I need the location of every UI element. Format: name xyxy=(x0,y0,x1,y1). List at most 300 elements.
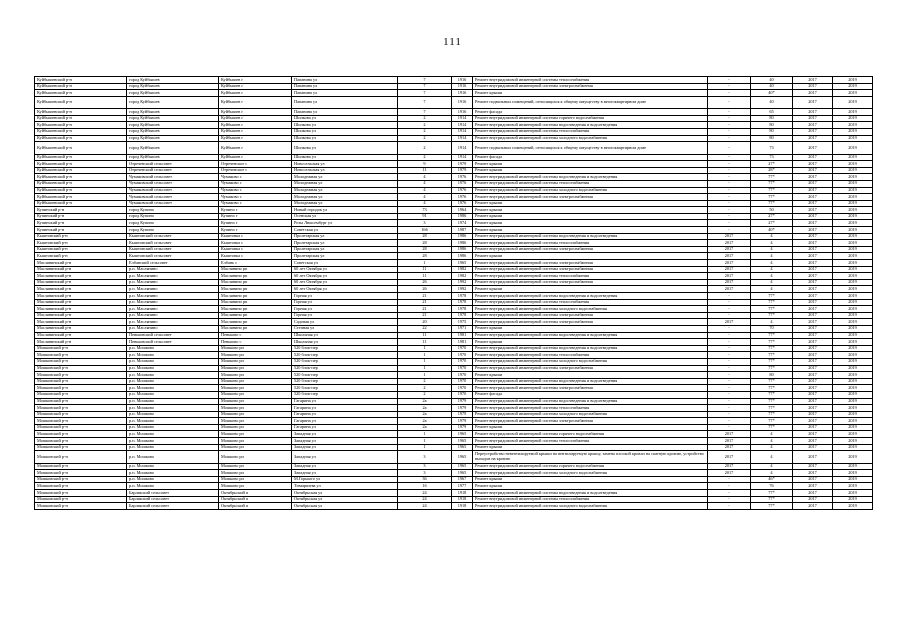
control-year-cell: - xyxy=(708,424,751,431)
table-row xyxy=(35,233,873,240)
end-year-cell: 2019 xyxy=(833,372,873,379)
district-cell: Куйбышевский р-н xyxy=(35,96,127,108)
build-year-cell: 1916 xyxy=(452,96,473,108)
build-year-cell: 1986 xyxy=(452,246,473,253)
municipality-cell: город Куйбышев xyxy=(127,135,219,142)
start-year-cell: 2017 xyxy=(793,405,833,412)
end-year-cell: 2019 xyxy=(833,431,873,438)
street-cell: 60 лет Октября ул xyxy=(292,273,398,280)
work-type-cell: Ремонт внутридомовой инженерной системы водоотведения и водоотведения xyxy=(473,122,708,129)
table-row xyxy=(35,174,873,181)
street-cell: Папанина ул xyxy=(292,90,398,97)
district-cell: Мошковский р-н xyxy=(35,444,127,451)
build-year-cell: 1987 xyxy=(452,227,473,234)
settlement-cell: Мошково рп xyxy=(219,385,292,392)
table-row xyxy=(35,128,873,135)
house-number-cell: 73 xyxy=(398,207,452,214)
build-year-cell: 1979 xyxy=(452,418,473,425)
municipality-cell: Кыштовский сельсовет xyxy=(127,246,219,253)
end-year-cell: 2019 xyxy=(833,142,873,154)
term-cell: 77* xyxy=(751,200,793,207)
settlement-cell: Маслянино рп xyxy=(219,293,292,300)
settlement-cell: Мошково рп xyxy=(219,358,292,365)
district-cell: Маслянинский р-н xyxy=(35,286,127,293)
control-year-cell: 2017 xyxy=(708,233,751,240)
control-year-cell: 2017 xyxy=(708,451,751,463)
start-year-cell: 2017 xyxy=(793,299,833,306)
settlement-cell: Маслянино рп xyxy=(219,299,292,306)
municipality-cell: р.п. Мошково xyxy=(127,352,219,359)
district-cell: Кыштовский р-н xyxy=(35,240,127,247)
settlement-cell: Куйбышев г xyxy=(219,90,292,97)
start-year-cell: 2017 xyxy=(793,378,833,385)
municipality-cell: р.п. Мошково xyxy=(127,431,219,438)
table-row xyxy=(35,325,873,332)
control-year-cell: 2017 xyxy=(708,463,751,470)
municipality-cell: Кыштовский сельсовет xyxy=(127,253,219,260)
house-number-cell: 1 xyxy=(398,431,452,438)
table-row xyxy=(35,286,873,293)
term-cell: 77* xyxy=(751,339,793,346)
house-number-cell: 24 xyxy=(398,503,452,510)
build-year-cell: 1970 xyxy=(452,378,473,385)
settlement-cell: Куйбышев г xyxy=(219,96,292,108)
municipality-cell: р.п. Маслянино xyxy=(127,266,219,273)
district-cell: Маслянинский р-н xyxy=(35,266,127,273)
house-number-cell: 2 xyxy=(398,122,452,129)
house-number-cell: 2 xyxy=(398,391,452,398)
municipality-cell: р.п. Мошково xyxy=(127,365,219,372)
municipality-cell: Отреченский сельсовет xyxy=(127,161,219,168)
district-cell: Мошковский р-н xyxy=(35,405,127,412)
house-number-cell: 24 xyxy=(398,490,452,497)
district-cell: Мошковский р-н xyxy=(35,431,127,438)
table-row xyxy=(35,378,873,385)
build-year-cell: 1914 xyxy=(452,135,473,142)
work-type-cell: Ремонт внутридомовой инженерной системы холодного водоснабжения xyxy=(473,306,708,313)
house-number-cell: 2а xyxy=(398,424,452,431)
control-year-cell: - xyxy=(708,483,751,490)
start-year-cell: 2017 xyxy=(793,398,833,405)
build-year-cell: 1976 xyxy=(452,194,473,201)
house-number-cell: 2а xyxy=(398,398,452,405)
work-type-cell: Ремонт внутридомовой инженерной системы теплоснабжения xyxy=(473,180,708,187)
settlement-cell: Октябрьский п xyxy=(219,503,292,510)
end-year-cell: 2019 xyxy=(833,424,873,431)
table-row xyxy=(35,142,873,154)
district-cell: Куйбышевский р-н xyxy=(35,142,127,154)
control-year-cell: 2017 xyxy=(708,253,751,260)
street-cell: Гагарина ул xyxy=(292,411,398,418)
district-cell: Куйбышевский р-н xyxy=(35,122,127,129)
end-year-cell: 2019 xyxy=(833,319,873,326)
end-year-cell: 2019 xyxy=(833,122,873,129)
street-cell: Гагарина ул xyxy=(292,405,398,412)
district-cell: Куйбышевский р-н xyxy=(35,194,127,201)
end-year-cell: 2019 xyxy=(833,213,873,220)
build-year-cell: 1970 xyxy=(452,385,473,392)
build-year-cell: 1970 xyxy=(452,391,473,398)
table-row xyxy=(35,352,873,359)
municipality-cell: город Куйбышев xyxy=(127,122,219,129)
municipality-cell: р.п. Мошково xyxy=(127,398,219,405)
street-cell: 520 блок-пер xyxy=(292,345,398,352)
work-type-cell: Ремонт внутридомовой инженерной системы холодного водоснабжения xyxy=(473,503,708,510)
end-year-cell: 2019 xyxy=(833,240,873,247)
build-year-cell: 1967 xyxy=(452,476,473,483)
house-number-cell: 1 xyxy=(398,438,452,445)
municipality-cell: р.п. Маслянино xyxy=(127,299,219,306)
control-year-cell: - xyxy=(708,142,751,154)
work-type-cell: Ремонт крыши xyxy=(473,476,708,483)
settlement-cell: Мошково рп xyxy=(219,398,292,405)
work-type-cell: Ремонт внутридомовой инженерной системы теплоснабжения xyxy=(473,299,708,306)
street-cell: Папанина ул xyxy=(292,109,398,116)
settlement-cell: Мошково рп xyxy=(219,424,292,431)
house-number-cell: 3 xyxy=(398,220,452,227)
work-type-cell: Ремонт внутридомовой инженерной системы теплоснабжения xyxy=(473,77,708,84)
start-year-cell: 2017 xyxy=(793,83,833,90)
municipality-cell: р.п. Маслянино xyxy=(127,273,219,280)
end-year-cell: 2019 xyxy=(833,352,873,359)
table-body xyxy=(35,77,873,510)
street-cell: Шилкова ул xyxy=(292,135,398,142)
control-year-cell: - xyxy=(708,90,751,97)
control-year-cell: - xyxy=(708,418,751,425)
municipality-cell: р.п. Маслянино xyxy=(127,279,219,286)
control-year-cell: - xyxy=(708,411,751,418)
house-number-cell: 2 xyxy=(398,385,452,392)
settlement-cell: Мошково рп xyxy=(219,483,292,490)
district-cell: Куйбышевский р-н xyxy=(35,200,127,207)
house-number-cell: 2 xyxy=(398,378,452,385)
start-year-cell: 2017 xyxy=(793,227,833,234)
table-row xyxy=(35,372,873,379)
end-year-cell: 2019 xyxy=(833,83,873,90)
table-row xyxy=(35,345,873,352)
table-row xyxy=(35,83,873,90)
work-type-cell: Ремонт крыши xyxy=(473,286,708,293)
term-cell: 77* xyxy=(751,187,793,194)
district-cell: Мошковский р-н xyxy=(35,463,127,470)
build-year-cell: 1914 xyxy=(452,122,473,129)
municipality-cell: р.п. Мошково xyxy=(127,424,219,431)
work-type-cell: Ремонт крыши xyxy=(473,339,708,346)
build-year-cell: 1981 xyxy=(452,332,473,339)
build-year-cell: 1976 xyxy=(452,174,473,181)
district-cell: Куйбышевский р-н xyxy=(35,135,127,142)
house-number-cell: 1 xyxy=(398,260,452,267)
district-cell: Кыштовский р-н xyxy=(35,246,127,253)
house-number-cell: 11 xyxy=(398,332,452,339)
end-year-cell: 2019 xyxy=(833,220,873,227)
control-year-cell: - xyxy=(708,358,751,365)
work-type-cell: Ремонт внутридомовой инженерной системы электроснабжения xyxy=(473,279,708,286)
term-cell: 50 xyxy=(751,207,793,214)
build-year-cell: 1965 xyxy=(452,431,473,438)
start-year-cell: 2017 xyxy=(793,352,833,359)
house-number-cell: 3 xyxy=(398,451,452,463)
term-cell: 65 xyxy=(751,109,793,116)
table-row xyxy=(35,490,873,497)
end-year-cell: 2019 xyxy=(833,470,873,477)
build-year-cell: 1982 xyxy=(452,266,473,273)
house-number-cell: 1 xyxy=(398,345,452,352)
municipality-cell: р.п. Мошково xyxy=(127,438,219,445)
end-year-cell: 2019 xyxy=(833,451,873,463)
table-row xyxy=(35,339,873,346)
build-year-cell: 1964 xyxy=(452,207,473,214)
start-year-cell: 2017 xyxy=(793,233,833,240)
term-cell: 80 xyxy=(751,115,793,122)
start-year-cell: 2017 xyxy=(793,115,833,122)
work-type-cell: Ремонт фасада xyxy=(473,154,708,161)
end-year-cell: 2019 xyxy=(833,194,873,201)
house-number-cell: 2а xyxy=(398,411,452,418)
term-cell: 4 xyxy=(751,260,793,267)
district-cell: Мошковский р-н xyxy=(35,385,127,392)
table-row xyxy=(35,90,873,97)
table-row xyxy=(35,187,873,194)
end-year-cell: 2019 xyxy=(833,135,873,142)
house-number-cell: 36 xyxy=(398,476,452,483)
house-number-cell: 26 xyxy=(398,279,452,286)
control-year-cell: 2017 xyxy=(708,470,751,477)
district-cell: Маслянинский р-н xyxy=(35,260,127,267)
control-year-cell: 2017 xyxy=(708,286,751,293)
build-year-cell: 1977 xyxy=(452,483,473,490)
term-cell: 4 xyxy=(751,451,793,463)
term-cell: 80 xyxy=(751,122,793,129)
settlement-cell: Маслянино рп xyxy=(219,319,292,326)
start-year-cell: 2017 xyxy=(793,220,833,227)
table-row xyxy=(35,122,873,129)
table-row xyxy=(35,332,873,339)
control-year-cell: - xyxy=(708,220,751,227)
street-cell: 520 блок-пер xyxy=(292,391,398,398)
control-year-cell: - xyxy=(708,293,751,300)
build-year-cell: 1979 xyxy=(452,398,473,405)
end-year-cell: 2019 xyxy=(833,180,873,187)
end-year-cell: 2019 xyxy=(833,115,873,122)
municipality-cell: р.п. Мошково xyxy=(127,391,219,398)
capital-repair-table-container xyxy=(34,76,872,510)
table-row xyxy=(35,279,873,286)
municipality-cell: Елбанский сельсовет xyxy=(127,260,219,267)
table-row xyxy=(35,246,873,253)
end-year-cell: 2019 xyxy=(833,476,873,483)
street-cell: Молодежная ул xyxy=(292,194,398,201)
municipality-cell: город Купино xyxy=(127,220,219,227)
start-year-cell: 2017 xyxy=(793,207,833,214)
end-year-cell: 2019 xyxy=(833,260,873,267)
work-type-cell: Ремонт внутридомовой инженерной системы теплоснабжения xyxy=(473,405,708,412)
start-year-cell: 2017 xyxy=(793,273,833,280)
district-cell: Мошковский р-н xyxy=(35,438,127,445)
house-number-cell: 2 xyxy=(398,154,452,161)
municipality-cell: р.п. Мошково xyxy=(127,372,219,379)
start-year-cell: 2017 xyxy=(793,128,833,135)
settlement-cell: Пеньково с xyxy=(219,339,292,346)
term-cell: 77* xyxy=(751,398,793,405)
street-cell: Папанина ул xyxy=(292,77,398,84)
house-number-cell: 2а xyxy=(398,405,452,412)
municipality-cell: Чумаковский сельсовет xyxy=(127,194,219,201)
district-cell: Мошковский р-н xyxy=(35,496,127,503)
house-number-cell: 21 xyxy=(398,293,452,300)
settlement-cell: Мошково рп xyxy=(219,391,292,398)
house-number-cell: 1 xyxy=(398,372,452,379)
table-row xyxy=(35,496,873,503)
street-cell: М.Горького ул xyxy=(292,476,398,483)
table-row xyxy=(35,109,873,116)
work-type-cell: Ремонт внутридомовой инженерной системы холодного водоснабжения xyxy=(473,135,708,142)
work-type-cell: Ремонт внутридомовой инженерной системы теплоснабжения xyxy=(473,438,708,445)
settlement-cell: Куйбышев г xyxy=(219,142,292,154)
municipality-cell: р.п. Мошково xyxy=(127,345,219,352)
table-row xyxy=(35,405,873,412)
end-year-cell: 2019 xyxy=(833,77,873,84)
end-year-cell: 2019 xyxy=(833,306,873,313)
settlement-cell: Куйбышев г xyxy=(219,122,292,129)
control-year-cell: - xyxy=(708,213,751,220)
house-number-cell: 7 xyxy=(398,77,452,84)
work-type-cell: Ремонт внутридомовой инженерной системы электроснабжения xyxy=(473,246,708,253)
house-number-cell: 16 xyxy=(398,483,452,490)
municipality-cell: город Куйбышев xyxy=(127,115,219,122)
build-year-cell: 1986 xyxy=(452,240,473,247)
term-cell: 4 xyxy=(751,463,793,470)
build-year-cell: 1970 xyxy=(452,352,473,359)
work-type-cell: Ремонт крыши xyxy=(473,207,708,214)
settlement-cell: Мошково рп xyxy=(219,451,292,463)
end-year-cell: 2019 xyxy=(833,233,873,240)
street-cell: Молодежная ул xyxy=(292,174,398,181)
district-cell: Кыштовский р-н xyxy=(35,253,127,260)
house-number-cell: 7 xyxy=(398,96,452,108)
end-year-cell: 2019 xyxy=(833,128,873,135)
settlement-cell: Мошково рп xyxy=(219,431,292,438)
control-year-cell: - xyxy=(708,227,751,234)
street-cell: Шилкова ул xyxy=(292,128,398,135)
table-row xyxy=(35,312,873,319)
build-year-cell: 1978 xyxy=(452,312,473,319)
district-cell: Мошковский р-н xyxy=(35,476,127,483)
settlement-cell: Купино г xyxy=(219,220,292,227)
end-year-cell: 2019 xyxy=(833,207,873,214)
table-row xyxy=(35,451,873,463)
term-cell: 77* xyxy=(751,194,793,201)
table-row xyxy=(35,77,873,84)
start-year-cell: 2017 xyxy=(793,490,833,497)
municipality-cell: р.п. Маслянино xyxy=(127,286,219,293)
house-number-cell: 3 xyxy=(398,470,452,477)
settlement-cell: Купино г xyxy=(219,213,292,220)
start-year-cell: 2017 xyxy=(793,266,833,273)
district-cell: Мошковский р-н xyxy=(35,365,127,372)
street-cell: 60 лет Октября ул xyxy=(292,266,398,273)
build-year-cell: 1979 xyxy=(452,161,473,168)
work-type-cell: Ремонт крыши xyxy=(473,213,708,220)
work-type-cell: Ремонт внутридомовой инженерной системы теплоснабжения xyxy=(473,352,708,359)
start-year-cell: 2017 xyxy=(793,424,833,431)
municipality-cell: город Куйбышев xyxy=(127,142,219,154)
build-year-cell: 1982 xyxy=(452,273,473,280)
term-cell: 4 xyxy=(751,319,793,326)
build-year-cell: 1918 xyxy=(452,503,473,510)
control-year-cell: - xyxy=(708,115,751,122)
settlement-cell: Октябрьский п xyxy=(219,496,292,503)
table-row xyxy=(35,96,873,108)
term-cell: 4 xyxy=(751,431,793,438)
settlement-cell: Елбань с xyxy=(219,260,292,267)
build-year-cell: 1916 xyxy=(452,77,473,84)
settlement-cell: Мошково рп xyxy=(219,463,292,470)
district-cell: Маслянинский р-н xyxy=(35,325,127,332)
table-row xyxy=(35,424,873,431)
settlement-cell: Куйбышев г xyxy=(219,77,292,84)
street-cell: Пролетарская ул xyxy=(292,233,398,240)
work-type-cell: Ремонт подвальных помещений, относящихся к общему имуществу в многоквартирном доме xyxy=(473,142,708,154)
house-number-cell: 4 xyxy=(398,180,452,187)
work-type-cell: Ремонт крыши xyxy=(473,444,708,451)
district-cell: Куйбышевский р-н xyxy=(35,174,127,181)
control-year-cell: - xyxy=(708,352,751,359)
work-type-cell: Ремонт внутридомовой инженерной системы теплоснабжения xyxy=(473,128,708,135)
table-row xyxy=(35,293,873,300)
start-year-cell: 2017 xyxy=(793,345,833,352)
district-cell: Мошковский р-н xyxy=(35,490,127,497)
work-type-cell: Ремонт внутридомовой инженерной системы электроснабжения xyxy=(473,194,708,201)
district-cell: Мошковский р-н xyxy=(35,411,127,418)
page-number: 111 xyxy=(443,36,462,48)
end-year-cell: 2019 xyxy=(833,385,873,392)
house-number-cell: 1 xyxy=(398,365,452,372)
work-type-cell: Ремонт фасада xyxy=(473,391,708,398)
municipality-cell: р.п. Мошково xyxy=(127,483,219,490)
term-cell: 4 xyxy=(751,470,793,477)
municipality-cell: город Куйбышев xyxy=(127,154,219,161)
term-cell: 4 xyxy=(751,444,793,451)
work-type-cell: Ремонт фасада xyxy=(473,109,708,116)
start-year-cell: 2017 xyxy=(793,431,833,438)
municipality-cell: р.п. Мошково xyxy=(127,463,219,470)
start-year-cell: 2017 xyxy=(793,476,833,483)
municipality-cell: р.п. Мошково xyxy=(127,444,219,451)
work-type-cell: Ремонт внутридомовой инженерной системы холодного водоснабжения xyxy=(473,187,708,194)
start-year-cell: 2017 xyxy=(793,90,833,97)
work-type-cell: Ремонт внутридомовой инженерной системы водоотведения и водоотведения xyxy=(473,174,708,181)
end-year-cell: 2019 xyxy=(833,273,873,280)
municipality-cell: город Куйбышев xyxy=(127,77,219,84)
municipality-cell: Чумаковский сельсовет xyxy=(127,200,219,207)
build-year-cell: 1979 xyxy=(452,411,473,418)
settlement-cell: Чумаково с xyxy=(219,200,292,207)
street-cell: Школьная ул xyxy=(292,332,398,339)
street-cell: Советская ул xyxy=(292,260,398,267)
district-cell: Маслянинский р-н xyxy=(35,293,127,300)
table-row xyxy=(35,266,873,273)
street-cell: Западная ул xyxy=(292,463,398,470)
settlement-cell: Куйбышев г xyxy=(219,109,292,116)
settlement-cell: Куйбышев г xyxy=(219,128,292,135)
control-year-cell: - xyxy=(708,365,751,372)
end-year-cell: 2019 xyxy=(833,266,873,273)
house-number-cell: 7 xyxy=(398,109,452,116)
municipality-cell: р.п. Маслянино xyxy=(127,312,219,319)
term-cell: 77* xyxy=(751,378,793,385)
end-year-cell: 2019 xyxy=(833,90,873,97)
